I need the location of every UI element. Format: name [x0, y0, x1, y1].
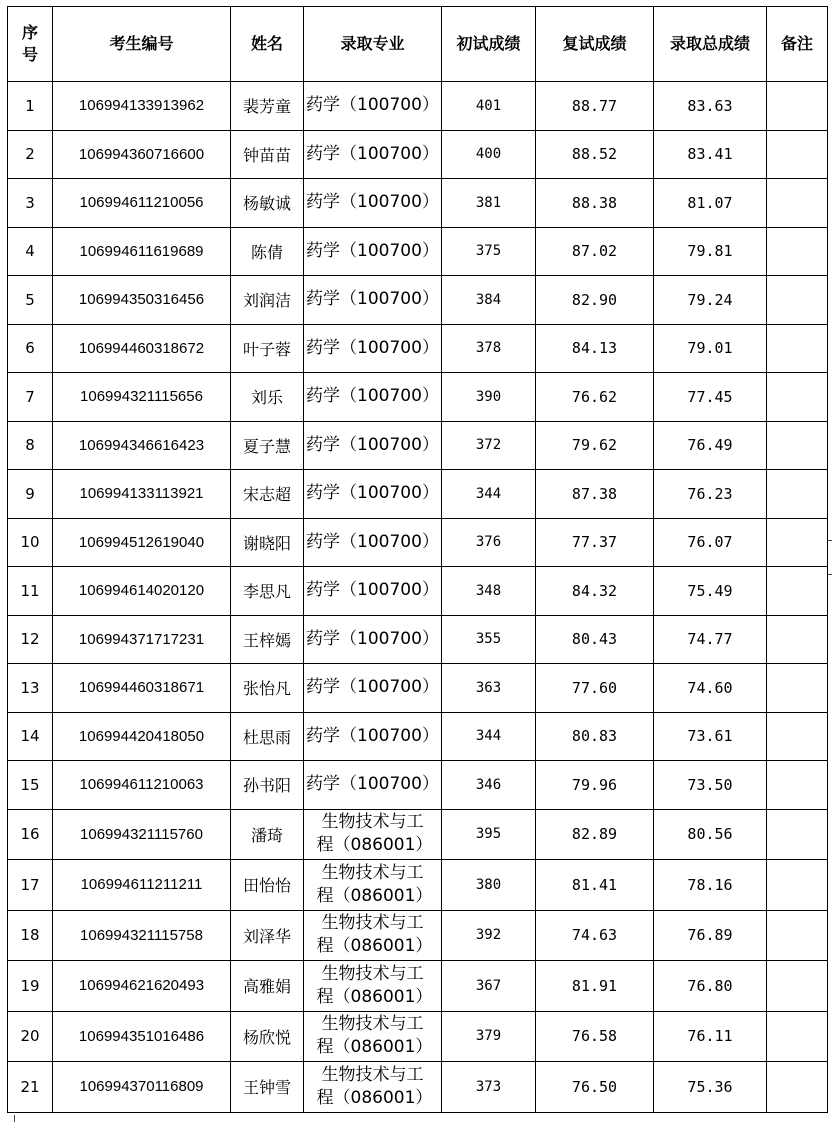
cell-note: [767, 276, 828, 325]
cell-prelim: 348: [442, 567, 536, 616]
cell-major: [304, 567, 442, 616]
cell-exam-id: 106994350316456: [53, 276, 231, 325]
cell-note: [767, 421, 828, 470]
table-row: [8, 227, 828, 276]
cell-seq: 6: [8, 324, 53, 373]
cell-name: 潘琦: [231, 809, 304, 860]
major-text: 药学（100700）: [306, 677, 439, 698]
major-text: 药学（100700）: [306, 774, 439, 795]
cell-retest: 82.90: [536, 276, 654, 325]
cell-exam-id: 106994512619040: [53, 518, 231, 567]
header-retest: 复试成绩: [536, 7, 654, 82]
cell-total: 76.23: [654, 470, 767, 519]
cell-seq: 4: [8, 227, 53, 276]
table-row: [8, 324, 828, 373]
cell-major: [304, 373, 442, 422]
cell-total: 73.61: [654, 712, 767, 761]
cell-retest: 79.96: [536, 761, 654, 810]
cell-note: [767, 961, 828, 1012]
cell-major: [304, 809, 442, 860]
cell-retest: 84.13: [536, 324, 654, 373]
table-row: [8, 961, 828, 1012]
cell-total: 76.11: [654, 1011, 767, 1062]
cell-retest: 79.62: [536, 421, 654, 470]
cell-name: 刘泽华: [231, 910, 304, 961]
header-prelim: 初试成绩: [442, 7, 536, 82]
cell-total: 74.60: [654, 664, 767, 713]
cell-retest: 81.91: [536, 961, 654, 1012]
cell-exam-id: 106994133113921: [53, 470, 231, 519]
cell-note: [767, 179, 828, 228]
cell-prelim: 375: [442, 227, 536, 276]
cell-seq: 8: [8, 421, 53, 470]
cell-total: 73.50: [654, 761, 767, 810]
cell-note: [767, 227, 828, 276]
cell-major: [304, 712, 442, 761]
cell-major: [304, 664, 442, 713]
cell-retest: 81.41: [536, 860, 654, 911]
cell-total: 76.07: [654, 518, 767, 567]
table-row: [8, 615, 828, 664]
major-text: 生物技术与工程（086001）: [316, 1064, 433, 1108]
cell-total: 83.41: [654, 130, 767, 179]
table-row: [8, 910, 828, 961]
cell-major: [304, 421, 442, 470]
major-text: 生物技术与工程（086001）: [316, 963, 433, 1007]
table-row: [8, 567, 828, 616]
cell-exam-id: 106994621620493: [53, 961, 231, 1012]
cell-retest: 80.43: [536, 615, 654, 664]
table-row: [8, 860, 828, 911]
cell-total: 79.01: [654, 324, 767, 373]
cell-prelim: 395: [442, 809, 536, 860]
cell-retest: 82.89: [536, 809, 654, 860]
cell-note: [767, 1011, 828, 1062]
cell-retest: 88.38: [536, 179, 654, 228]
cell-name: 谢晓阳: [231, 518, 304, 567]
major-text: 药学（100700）: [306, 434, 439, 455]
cell-name: 李思凡: [231, 567, 304, 616]
cell-total: 76.89: [654, 910, 767, 961]
cell-prelim: 401: [442, 82, 536, 131]
cell-name: 夏子慧: [231, 421, 304, 470]
header-name: 姓名: [231, 7, 304, 82]
cell-name: 刘润洁: [231, 276, 304, 325]
cell-major: [304, 1011, 442, 1062]
cell-major: [304, 324, 442, 373]
admission-table: [7, 6, 828, 1113]
cell-major: [304, 179, 442, 228]
cell-name: 王钟雪: [231, 1062, 304, 1113]
cell-total: 81.07: [654, 179, 767, 228]
cell-note: [767, 860, 828, 911]
cell-seq: 7: [8, 373, 53, 422]
cell-major: [304, 910, 442, 961]
cell-major: [304, 227, 442, 276]
cell-prelim: 400: [442, 130, 536, 179]
cell-seq: 20: [8, 1011, 53, 1062]
cell-prelim: 367: [442, 961, 536, 1012]
cell-prelim: 384: [442, 276, 536, 325]
major-text: 药学（100700）: [306, 289, 439, 310]
cell-total: 77.45: [654, 373, 767, 422]
cell-major: [304, 276, 442, 325]
cell-seq: 12: [8, 615, 53, 664]
major-text: 药学（100700）: [306, 580, 439, 601]
major-text: 药学（100700）: [306, 337, 439, 358]
cell-prelim: 392: [442, 910, 536, 961]
table-row: [8, 712, 828, 761]
major-text: 药学（100700）: [306, 192, 439, 213]
cell-retest: 80.83: [536, 712, 654, 761]
cell-total: 83.63: [654, 82, 767, 131]
cell-name: 叶子蓉: [231, 324, 304, 373]
table-row: [8, 1011, 828, 1062]
cell-retest: 84.32: [536, 567, 654, 616]
cell-name: 杨欣悦: [231, 1011, 304, 1062]
cell-note: [767, 910, 828, 961]
cell-exam-id: 106994321115656: [53, 373, 231, 422]
cell-total: 76.80: [654, 961, 767, 1012]
cell-prelim: 390: [442, 373, 536, 422]
cell-prelim: 376: [442, 518, 536, 567]
major-text: 药学（100700）: [306, 628, 439, 649]
cell-prelim: 346: [442, 761, 536, 810]
cell-retest: 87.02: [536, 227, 654, 276]
cell-seq: 3: [8, 179, 53, 228]
cell-seq: 21: [8, 1062, 53, 1113]
cell-prelim: 344: [442, 470, 536, 519]
cell-name: 高雅娟: [231, 961, 304, 1012]
cell-note: [767, 1062, 828, 1113]
corner-mark: [828, 574, 832, 575]
cell-major: [304, 130, 442, 179]
cell-total: 79.24: [654, 276, 767, 325]
cell-seq: 19: [8, 961, 53, 1012]
cell-retest: 87.38: [536, 470, 654, 519]
cell-retest: 76.58: [536, 1011, 654, 1062]
header-major: 录取专业: [304, 7, 442, 82]
cell-major: [304, 470, 442, 519]
cell-note: [767, 324, 828, 373]
cell-note: [767, 615, 828, 664]
cell-note: [767, 373, 828, 422]
cell-name: 钟苗苗: [231, 130, 304, 179]
header-note: 备注: [767, 7, 828, 82]
cell-retest: 74.63: [536, 910, 654, 961]
table-row: [8, 421, 828, 470]
major-text: 生物技术与工程（086001）: [316, 913, 433, 957]
table-row: [8, 276, 828, 325]
cell-name: 陈倩: [231, 227, 304, 276]
table-row: [8, 130, 828, 179]
cell-seq: 13: [8, 664, 53, 713]
major-text: 药学（100700）: [306, 143, 439, 164]
cell-name: 杨敏诚: [231, 179, 304, 228]
corner-mark: [14, 1115, 15, 1122]
cell-exam-id: 106994360716600: [53, 130, 231, 179]
cell-exam-id: 106994371717231: [53, 615, 231, 664]
table-row: [8, 82, 828, 131]
cell-note: [767, 567, 828, 616]
major-text: 药学（100700）: [306, 725, 439, 746]
cell-name: 宋志超: [231, 470, 304, 519]
major-text: 生物技术与工程（086001）: [316, 862, 433, 906]
cell-name: 杜思雨: [231, 712, 304, 761]
cell-seq: 1: [8, 82, 53, 131]
cell-total: 78.16: [654, 860, 767, 911]
cell-seq: 10: [8, 518, 53, 567]
cell-major: [304, 1062, 442, 1113]
cell-name: 刘乐: [231, 373, 304, 422]
header-seq: 序号: [8, 7, 53, 82]
cell-retest: 88.52: [536, 130, 654, 179]
cell-prelim: 372: [442, 421, 536, 470]
cell-total: 79.81: [654, 227, 767, 276]
cell-exam-id: 106994346616423: [53, 421, 231, 470]
cell-note: [767, 470, 828, 519]
cell-total: 75.36: [654, 1062, 767, 1113]
major-text: 生物技术与工程（086001）: [316, 1014, 433, 1058]
header-total: 录取总成绩: [654, 7, 767, 82]
cell-retest: 76.50: [536, 1062, 654, 1113]
cell-exam-id: 106994370116809: [53, 1062, 231, 1113]
cell-prelim: 380: [442, 860, 536, 911]
cell-exam-id: 106994460318672: [53, 324, 231, 373]
cell-prelim: 379: [442, 1011, 536, 1062]
cell-major: [304, 615, 442, 664]
table-row: [8, 373, 828, 422]
major-text: 药学（100700）: [306, 386, 439, 407]
cell-exam-id: 106994611211211: [53, 860, 231, 911]
cell-seq: 18: [8, 910, 53, 961]
cell-exam-id: 106994321115758: [53, 910, 231, 961]
cell-retest: 76.62: [536, 373, 654, 422]
major-text: 药学（100700）: [306, 95, 439, 116]
cell-major: [304, 761, 442, 810]
cell-exam-id: 106994460318671: [53, 664, 231, 713]
cell-seq: 16: [8, 809, 53, 860]
table-row: [8, 518, 828, 567]
cell-name: 孙书阳: [231, 761, 304, 810]
table-row: [8, 761, 828, 810]
cell-exam-id: 106994611210063: [53, 761, 231, 810]
cell-retest: 88.77: [536, 82, 654, 131]
cell-major: [304, 518, 442, 567]
cell-exam-id: 106994420418050: [53, 712, 231, 761]
cell-major: [304, 860, 442, 911]
cell-seq: 5: [8, 276, 53, 325]
cell-prelim: 363: [442, 664, 536, 713]
cell-prelim: 344: [442, 712, 536, 761]
cell-name: 王梓嫣: [231, 615, 304, 664]
cell-seq: 11: [8, 567, 53, 616]
cell-major: [304, 82, 442, 131]
cell-total: 76.49: [654, 421, 767, 470]
table-row: [8, 809, 828, 860]
major-text: 生物技术与工程（086001）: [316, 812, 433, 856]
cell-retest: 77.37: [536, 518, 654, 567]
table-row: [8, 1062, 828, 1113]
cell-note: [767, 518, 828, 567]
cell-name: 田怡怡: [231, 860, 304, 911]
cell-prelim: 378: [442, 324, 536, 373]
cell-seq: 2: [8, 130, 53, 179]
header-row: [8, 7, 828, 82]
table-row: [8, 470, 828, 519]
cell-name: 张怡凡: [231, 664, 304, 713]
cell-note: [767, 664, 828, 713]
cell-exam-id: 106994133913962: [53, 82, 231, 131]
cell-exam-id: 106994611210056: [53, 179, 231, 228]
cell-exam-id: 106994614020120: [53, 567, 231, 616]
cell-exam-id: 106994611619689: [53, 227, 231, 276]
cell-note: [767, 712, 828, 761]
table-row: [8, 664, 828, 713]
major-text: 药学（100700）: [306, 531, 439, 552]
cell-major: [304, 961, 442, 1012]
major-text: 药学（100700）: [306, 483, 439, 504]
cell-note: [767, 130, 828, 179]
cell-retest: 77.60: [536, 664, 654, 713]
cell-exam-id: 106994321115760: [53, 809, 231, 860]
cell-seq: 9: [8, 470, 53, 519]
table-row: [8, 179, 828, 228]
cell-exam-id: 106994351016486: [53, 1011, 231, 1062]
cell-total: 75.49: [654, 567, 767, 616]
cell-prelim: 355: [442, 615, 536, 664]
cell-note: [767, 761, 828, 810]
major-text: 药学（100700）: [306, 240, 439, 261]
cell-total: 80.56: [654, 809, 767, 860]
cell-prelim: 373: [442, 1062, 536, 1113]
cell-name: 裴芳童: [231, 82, 304, 131]
cell-prelim: 381: [442, 179, 536, 228]
cell-note: [767, 82, 828, 131]
cell-seq: 15: [8, 761, 53, 810]
cell-total: 74.77: [654, 615, 767, 664]
corner-mark: [828, 540, 832, 541]
cell-seq: 14: [8, 712, 53, 761]
cell-seq: 17: [8, 860, 53, 911]
header-exam-id: 考生编号: [53, 7, 231, 82]
cell-note: [767, 809, 828, 860]
